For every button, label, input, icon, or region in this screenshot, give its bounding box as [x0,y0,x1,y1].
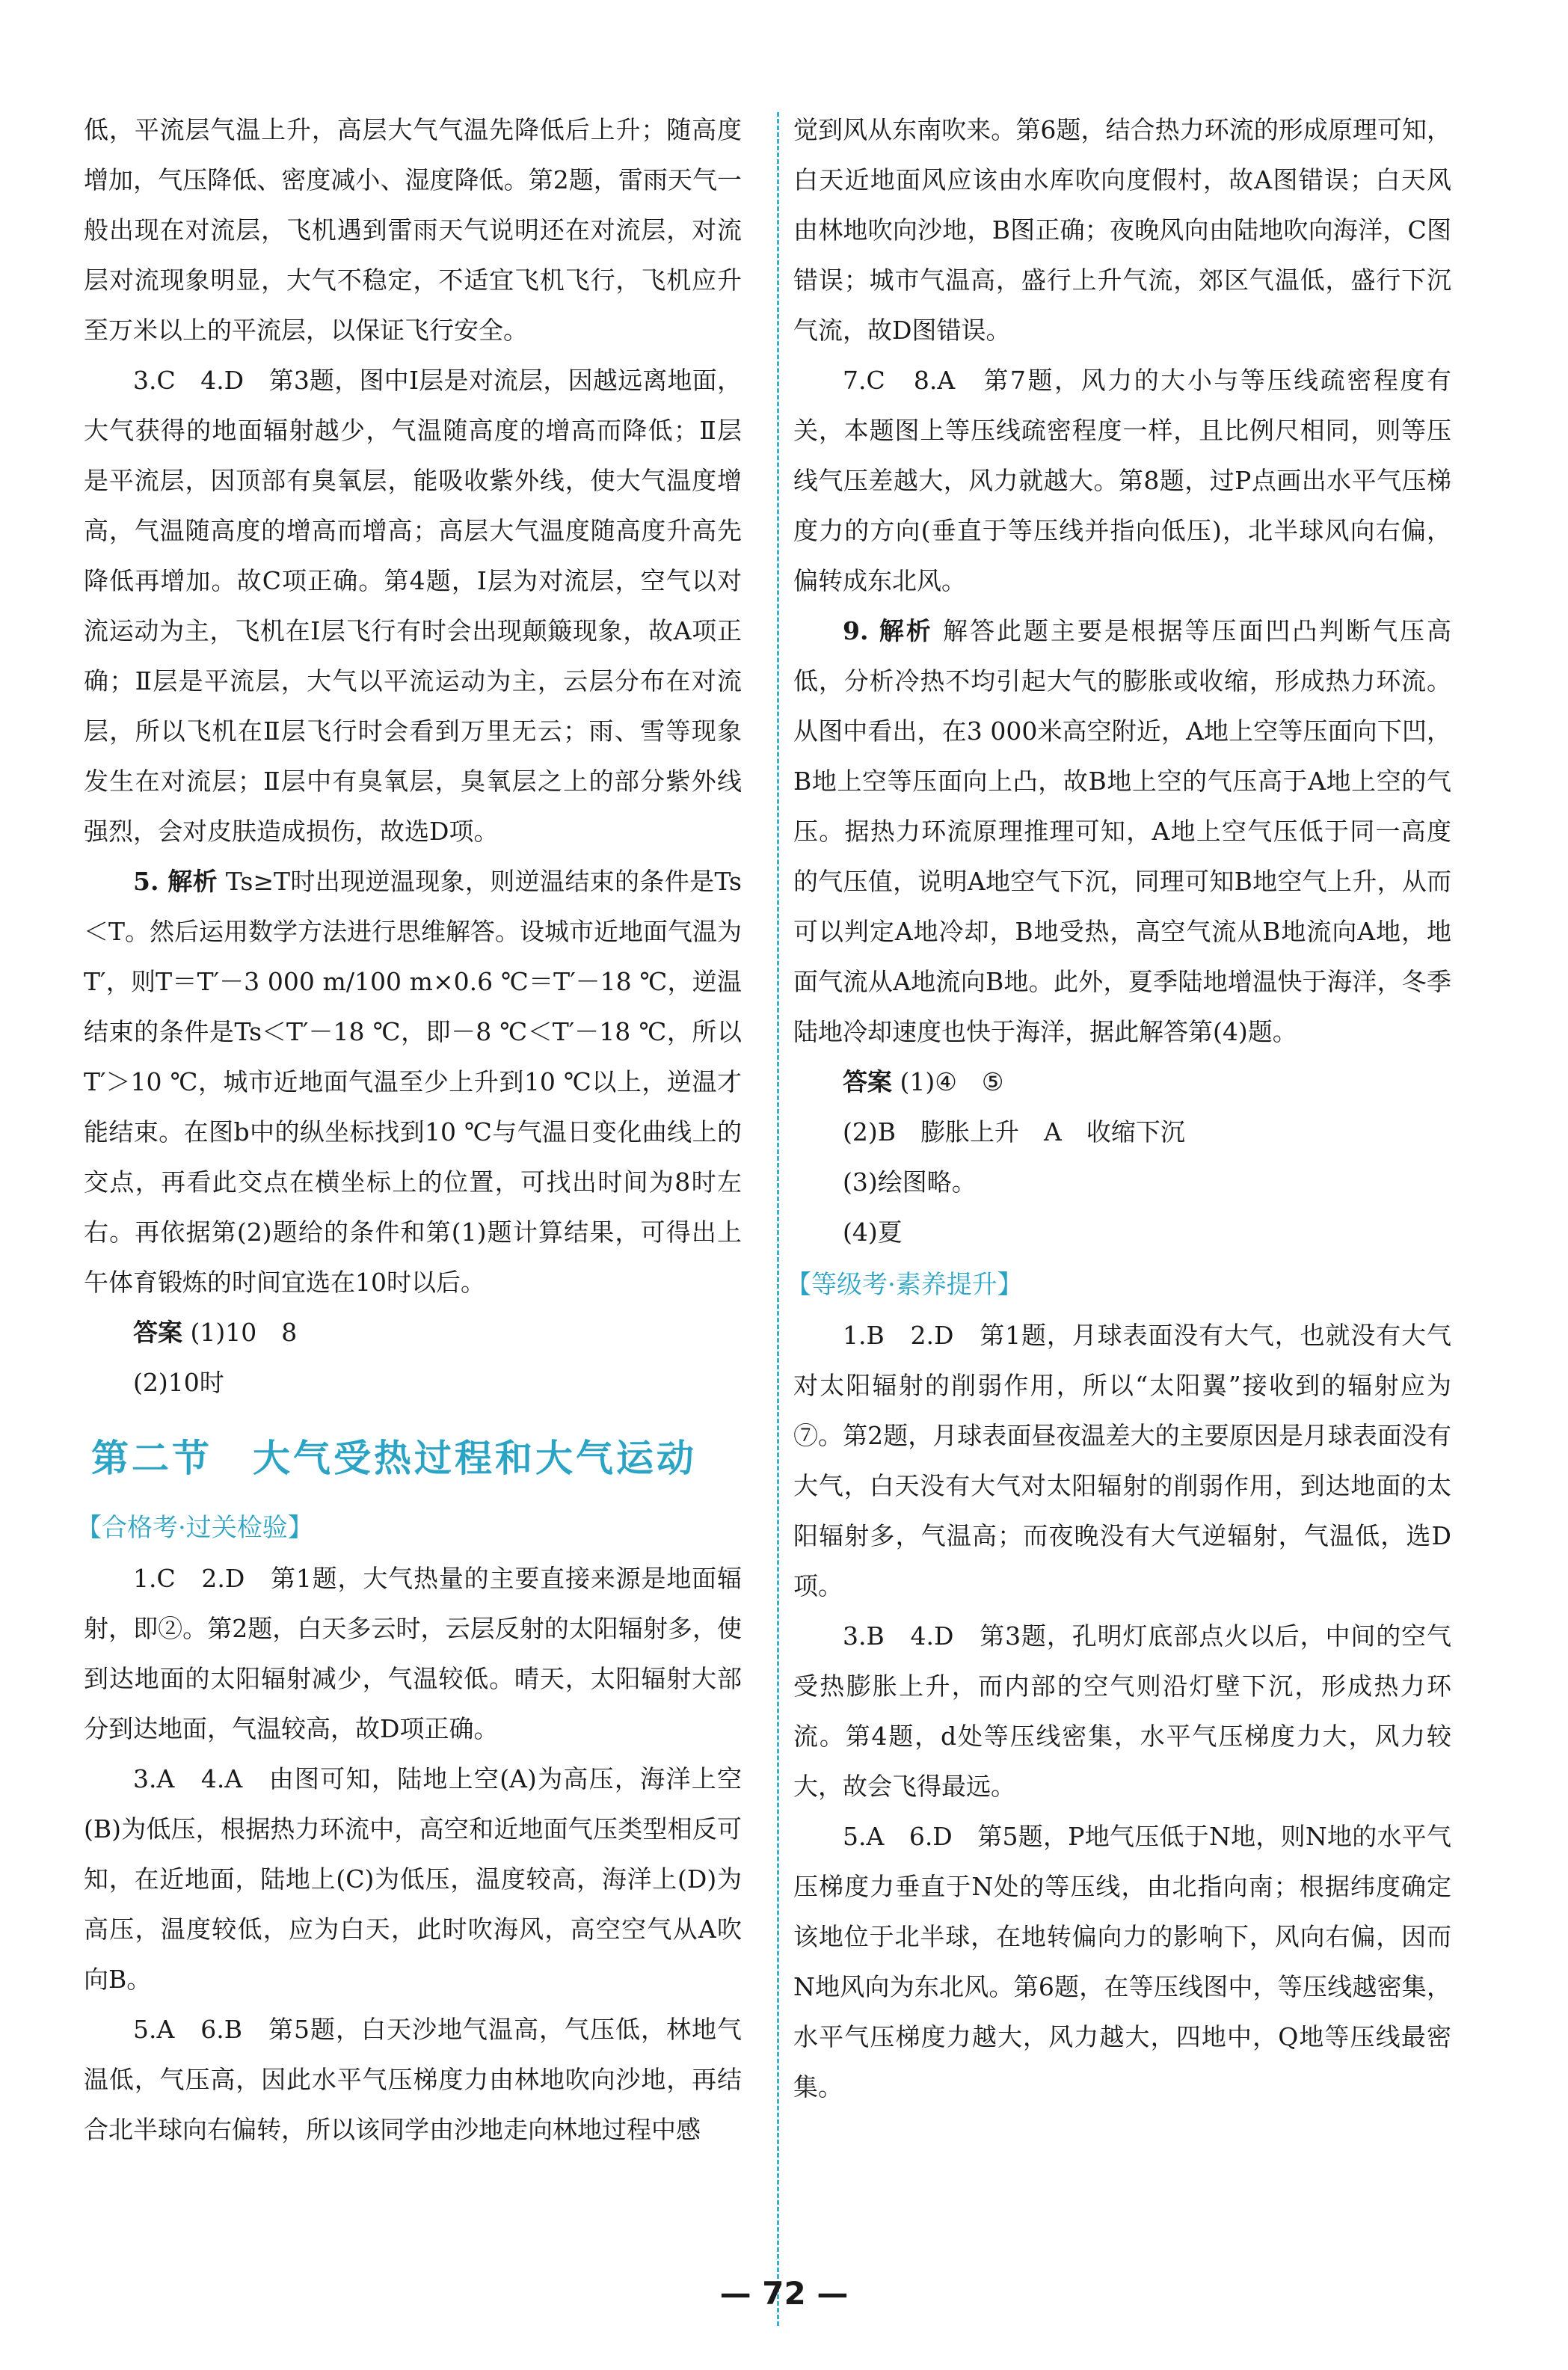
answer-text: (1)10 8 [182,1318,298,1347]
answer-1-2: 1.C 2.D 第1题，大气热量的主要直接来源是地面辐射，即②。第2题，白天多云时，云层反射的太阳辐射多，使到达地面的太阳辐射减少，气温较低。晴天，太阳辐射大部分到达地面，气温较高，故D项正确。 [84,1564,742,1743]
right-column [786,105,1451,2112]
paragraph: 觉到风从东南吹来。第6题，结合热力环流的形成原理可知，白天近地面风应该由水库吹向度假村，故A图错误；白天风由林地吹向沙地，B图正确；夜晚风向由陆地吹向海洋，C图错误；城市气温高，盛行上升气流，郊区气温低，盛行下沉气流，故D图错误。 [793,115,1451,345]
answer-3-4: 3.B 4.D 第3题，孔明灯底部点火以后，中间的空气受热膨胀上升，而内部的空气则沿灯壁下沉，形成热力环流。第4题，d处等压线密集，水平气压梯度力大，风力较大，故会飞得最远。 [793,1621,1451,1801]
answer-3-4: 3.A 4.A 由图可知，陆地上空(A)为高压，海洋上空(B)为低压，根据热力环流中，高空和近地面气压类型相反可知，在近地面，陆地上(C)为低压，温度较高，海洋上(D)为高压，温度较低，应为白天，此时吹海风，高空空气从A吹向B。 [84,1764,742,1994]
answer-7-8: 7.C 8.A 第7题，风力的大小与等压线疏密程度有关，本题图上等压线疏密程度一样，且比例尺相同，则等压线气压差越大，风力就越大。第8题，过P点画出水平气压梯度力的方向(垂直于等压线并指向低压)，北半球风向右偏，偏转成东北风。 [793,366,1451,595]
answer-line: (2)B 膨胀上升 A 收缩下沉 [843,1117,1185,1146]
answer-5-6: 5.A 6.D 第5题，P地气压低于N地，则N地的水平气压梯度力垂直于N处的等压线，由北指向南；根据纬度确定该地位于北半球，在地转偏向力的影响下，风向右偏，因而N地风向为东北风。第6题，在等压线图中，等压线越密集，水平气压梯度力越大，风力越大，四地中，Q地等压线最密集。 [793,1822,1451,2102]
answer-line: (2)10时 [133,1368,224,1397]
page-number: — 72 — [719,2275,849,2312]
answer-line: (3)绘图略。 [843,1167,977,1197]
column-divider [777,112,779,2326]
analysis-label: 5. 解析 [133,867,218,896]
section-tag: 【合格考·过关检验】 [76,1513,313,1543]
answer-label: 答案 [843,1067,892,1096]
answer-9 [793,606,1451,1057]
answer-3-4: 3.C 4.D 第3题，图中Ⅰ层是对流层，因越远离地面，大气获得的地面辐射越少，气温随高度的增高而降低；Ⅱ层是平流层，因顶部有臭氧层，能吸收紫外线，使大气温度增高，气温随高度的增高而增高；高层大气温度随高度升高先降低再增加。故C项正确。第4题，Ⅰ层为对流层，空气以对流运动为主，飞机在Ⅰ层飞行有时会出现颠簸现象，故A项正确；Ⅱ层是平流层，大气以平流运动为主，云层分布在对流层，所以飞机在Ⅱ层飞行时会看到万里无云；雨、雪等现象发生在对流层；Ⅱ层中有臭氧层，臭氧层之上的部分紫外线强烈，会对皮肤造成损伤，故选D项。 [84,366,742,846]
answer-1-2: 1.B 2.D 第1题，月球表面没有大气，也就没有大气对太阳辐射的削弱作用，所以“太阳翼”接收到的辐射应为⑦。第2题，月球表面昼夜温差大的主要原因是月球表面没有大气，白天没有大气对太阳辐射的削弱作用，到达地面的太阳辐射多，气温高；而夜晚没有大气逆辐射，气温低，选D项。 [793,1321,1451,1600]
answer-5-6: 5.A 6.B 第5题，白天沙地气温高，气压低，林地气温低，气压高，因此水平气压梯度力由林地吹向沙地，再结合北半球向右偏转，所以该同学由沙地走向林地过程中感 [84,2015,742,2144]
section-tag: 【等级考·素养提升】 [786,1270,1023,1300]
left-column [76,105,743,2155]
section-title: 第二节 大气受热过程和大气运动 [91,1436,697,1480]
paragraph: 低，平流层气温上升，高层大气气温先降低后上升；随高度增加，气压降低、密度减小、湿度降低。第2题，雷雨天气一般出现在对流层，飞机遇到雷雨天气说明还在对流层，对流层对流现象明显，大气不稳定，不适宜飞机飞行，飞机应升至万米以上的平流层，以保证飞行安全。 [84,115,742,345]
analysis-text: 解答此题主要是根据等压面凹凸判断气压高低，分析冷热不均引起大气的膨胀或收缩，形成热力环流。从图中看出，在3 000米高空附近，A地上空等压面向下凹，B地上空等压面向上凸，故B地上空的气压高于A地上空的气压。据热力环流原理推理可知，A地上空气压低于同一高度的气压值，说明A地空气下沉，同理可知B地空气上升，从而可以判定A地冷却，B地受热，高空气流从B地流向A地，地面气流从A地流向B地。此外，夏季陆地增温快于海洋，冬季陆地冷却速度也快于海洋，据此解答第(4)题。 [793,616,1451,1046]
answer-text: (1)④ ⑤ [892,1067,1004,1096]
answer-line [793,1057,1451,1107]
answer-label: 答案 [133,1318,182,1347]
answer-line: (4)夏 [843,1218,903,1247]
analysis-label: 9. 解析 [843,616,933,645]
answer-line [84,1307,742,1357]
answer-5 [84,856,742,1307]
analysis-text: Ts≥T时出现逆温现象，则逆温结束的条件是Ts＜T。然后运用数学方法进行思维解答。设城市近地面气温为T′，则T＝T′－3 000 m/100 m×0.6 ℃＝T′－18 ℃，逆温结束的条件是Ts＜T′－18 ℃，即－8 ℃＜T′－18 ℃，所以T′＞10 ℃，城市近地面气温至少上升到10 ℃以上，逆温才能结束。在图b中的纵坐标找到10 ℃与气温日变化曲线上的交点，再看此交点在横坐标上的位置，可找出时间为8时左右。再依据第(2)题给的条件和第(1)题计算结果，可得出上午体育锻炼的时间宜选在10时以后。 [84,867,743,1297]
